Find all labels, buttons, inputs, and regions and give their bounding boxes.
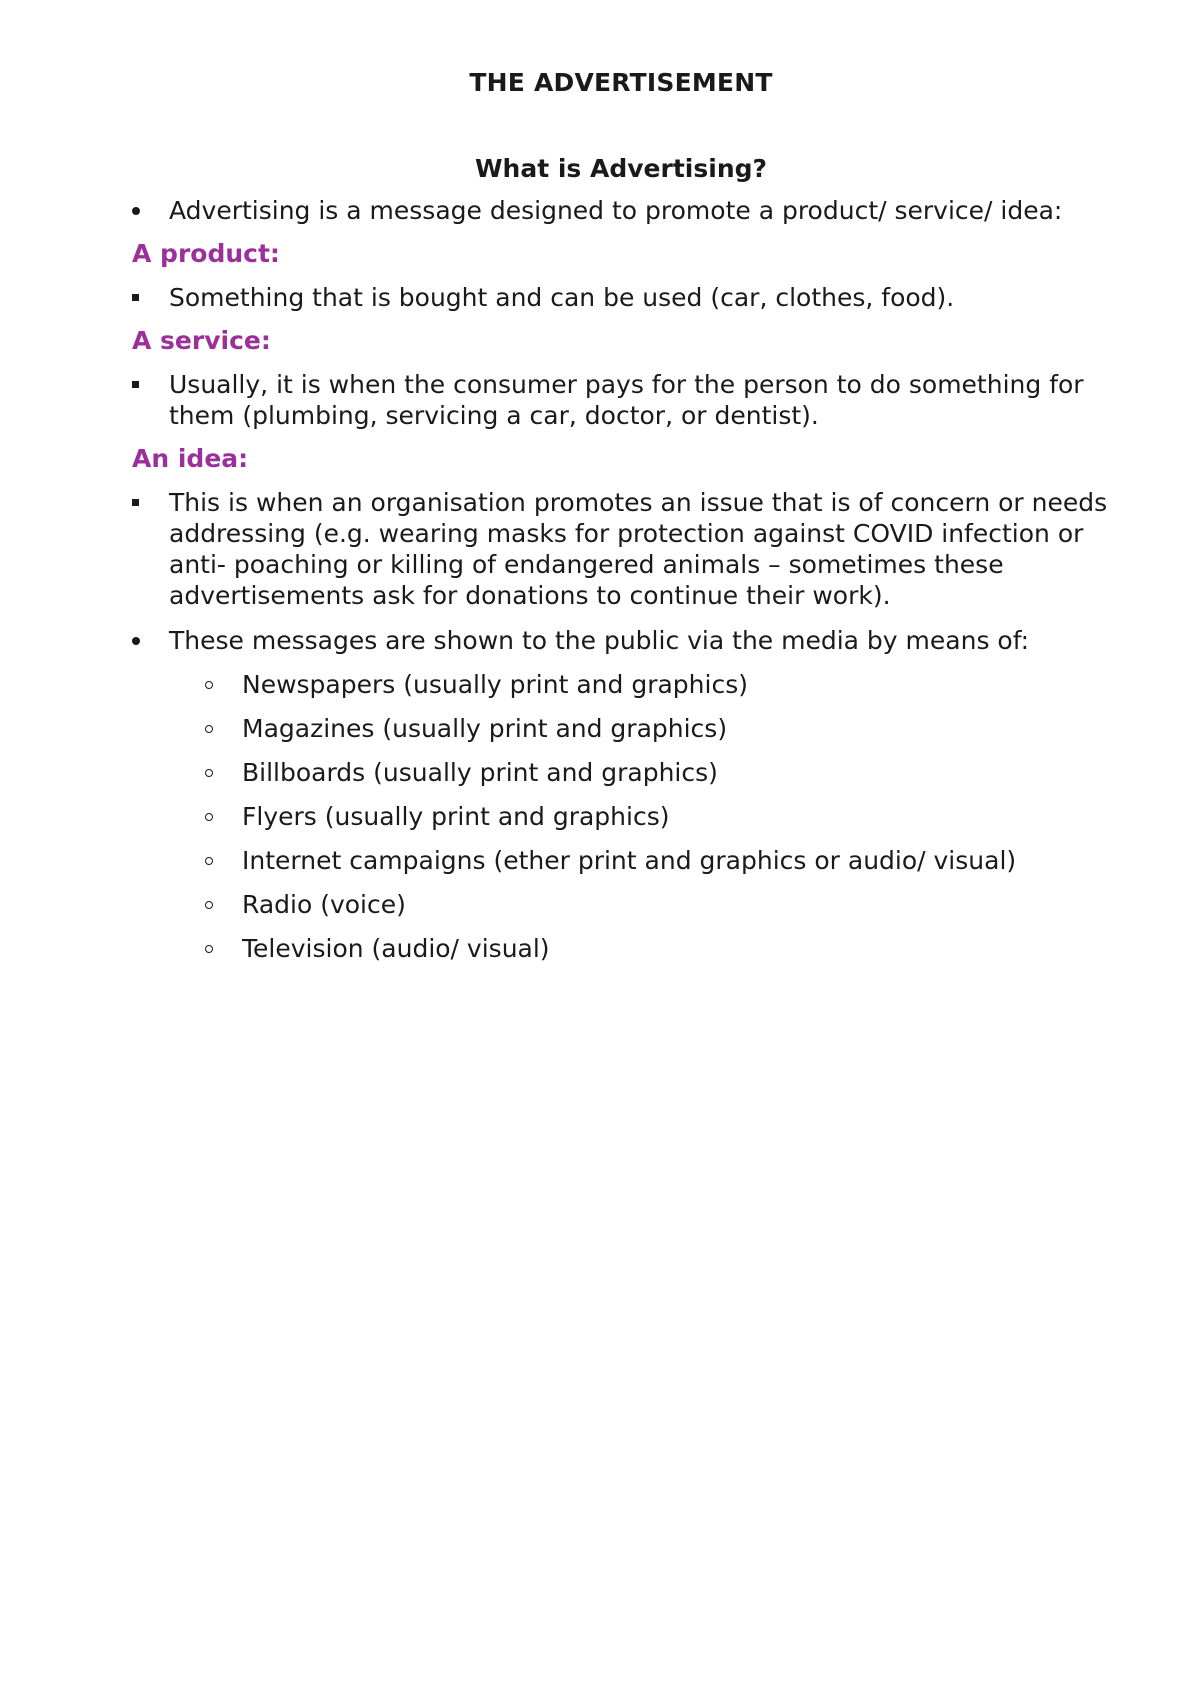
bullet-dot-icon — [132, 625, 156, 656]
section-item-service-text: Usually, it is when the consumer pays for the person to do something for them (plumbing, servicing a car, doctor, or dentist). — [169, 370, 1084, 430]
media-item — [132, 757, 1110, 788]
media-item — [132, 889, 1110, 920]
media-item-text: Internet campaigns (ether print and graphics or audio/ visual) — [242, 846, 1017, 875]
section-item-idea — [132, 487, 1110, 611]
intro-bullet — [132, 195, 1110, 226]
section-item-idea-text: This is when an organisation promotes an issue that is of concern or needs addressing (e.g. wearing masks for protection against COVID infection or anti- poaching or killing of endangered animals – sometimes these advertisements ask for donations to continue their work). — [169, 488, 1108, 610]
media-bullet-text: These messages are shown to the public via the media by means of: — [169, 626, 1030, 655]
bullet-circle-icon — [205, 845, 213, 876]
media-item — [132, 933, 1110, 964]
intro-bullet-text: Advertising is a message designed to promote a product/ service/ idea: — [169, 196, 1063, 225]
bullet-square-icon — [132, 487, 156, 518]
document-title: THE ADVERTISEMENT — [469, 68, 773, 97]
media-item-text: Flyers (usually print and graphics) — [242, 802, 670, 831]
section-heading-product: A product: — [132, 239, 280, 268]
section-heading-idea: An idea: — [132, 444, 249, 473]
media-item — [132, 669, 1110, 700]
media-item-text: Newspapers (usually print and graphics) — [242, 670, 748, 699]
bullet-circle-icon — [205, 933, 213, 964]
document-subtitle: What is Advertising? — [474, 154, 768, 183]
section-item-service — [132, 369, 1110, 431]
media-item-text: Radio (voice) — [242, 890, 406, 919]
section-item-product-text: Something that is bought and can be used (car, clothes, food). — [169, 283, 955, 312]
media-item — [132, 845, 1110, 876]
media-item-text: Magazines (usually print and graphics) — [242, 714, 728, 743]
media-item — [132, 713, 1110, 744]
bullet-circle-icon — [205, 669, 213, 700]
bullet-square-icon — [132, 282, 156, 313]
bullet-square-icon — [132, 369, 156, 400]
media-bullet — [132, 625, 1110, 656]
bullet-circle-icon — [205, 713, 213, 744]
bullet-circle-icon — [205, 889, 213, 920]
media-item — [132, 801, 1110, 832]
bullet-dot-icon — [132, 195, 156, 226]
media-item-text: Television (audio/ visual) — [242, 934, 550, 963]
section-item-product — [132, 282, 1110, 313]
media-item-text: Billboards (usually print and graphics) — [242, 758, 718, 787]
bullet-circle-icon — [205, 757, 213, 788]
bullet-circle-icon — [205, 801, 213, 832]
section-heading-service: A service: — [132, 326, 271, 355]
